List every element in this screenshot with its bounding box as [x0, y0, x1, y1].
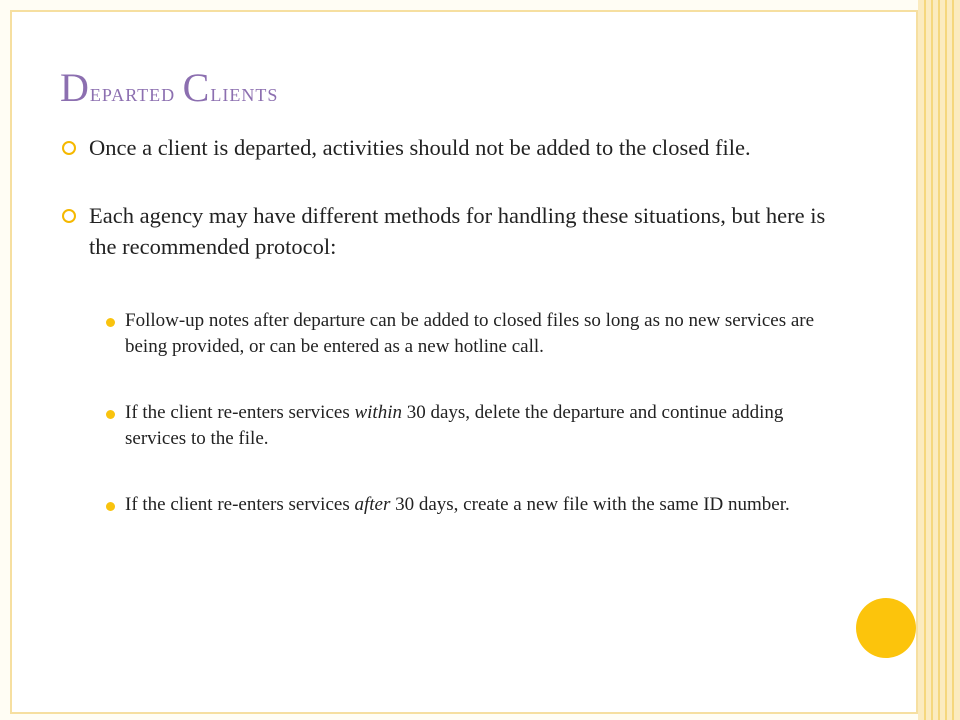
bullet-dot-icon: [106, 410, 115, 419]
bullet-ring-icon: [62, 209, 76, 223]
bullet-item: Each agency may have different methods for handling these situations, but here is the recommended protocol:: [60, 200, 840, 262]
bullet-dot-icon: [106, 502, 115, 511]
bullet-item: Once a client is departed, activities should not be added to the closed file.: [60, 132, 840, 163]
sub-bullet-item: Follow-up notes after departure can be added to closed files so long as no new services are being provided, or can be entered as a new hotline call.: [60, 308, 840, 360]
decorative-stripes: [918, 0, 960, 720]
bullet-dot-icon: [106, 318, 115, 327]
decorative-circle: [856, 598, 916, 658]
slide-title: Departed Clients: [60, 65, 279, 110]
sub-bullet-item: If the client re-enters services after 30 days, create a new file with the same ID number.: [60, 492, 840, 518]
sub-bullet-item: If the client re-enters services within 30 days, delete the departure and continue adding services to the file.: [60, 400, 840, 452]
slide-body: [60, 132, 840, 518]
bullet-ring-icon: [62, 141, 76, 155]
